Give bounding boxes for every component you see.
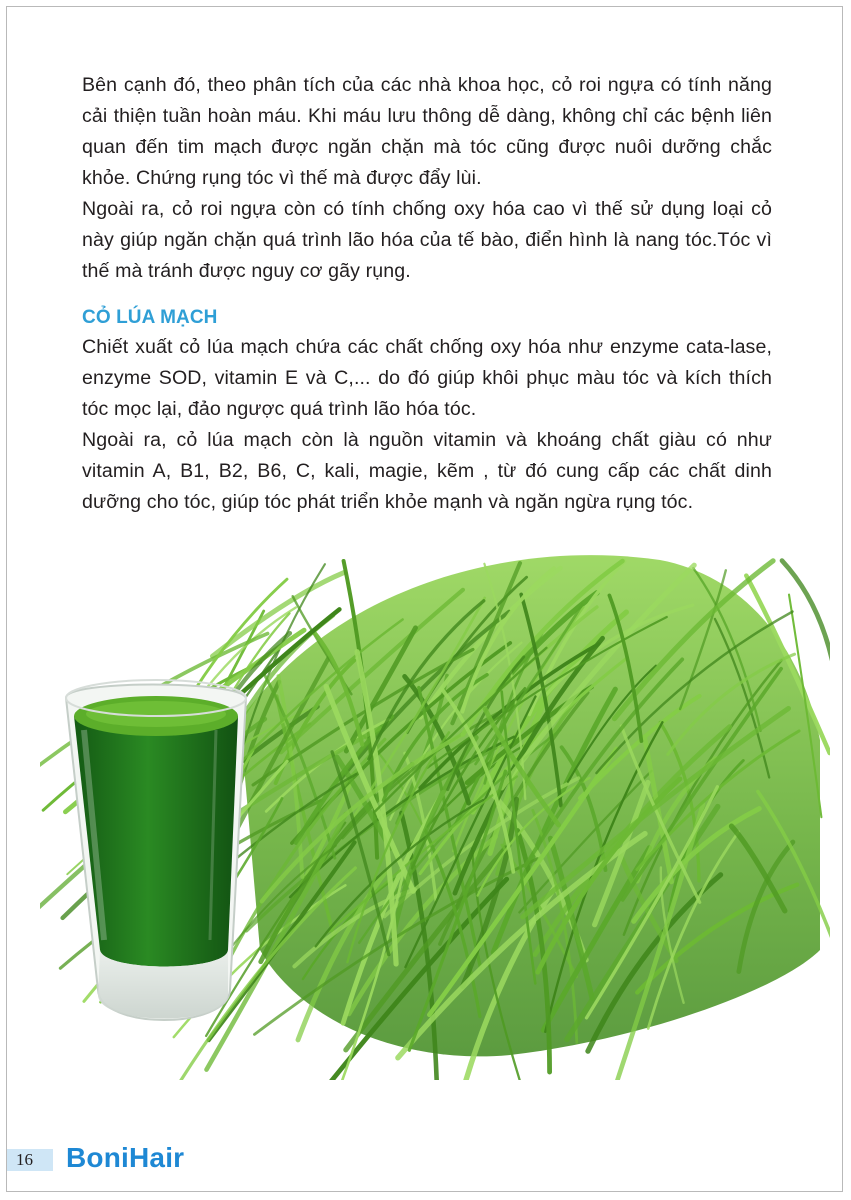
paragraph-antioxidant: Ngoài ra, cỏ roi ngựa còn có tính chống oxy hóa cao vì thế sử dụng loại cỏ này giúp ngăn chặn quá trình lão hóa của tế bào, điển hình là nang tóc.Tóc vì thế mà tránh được nguy cơ gãy rụng. [82,198,772,282]
wheatgrass-juice-glass-photo [40,520,830,1080]
brand-logo: BoniHair [66,1142,185,1173]
article-body [82,70,772,518]
section-heading: CỎ LÚA MẠCH [82,307,218,328]
paragraph-circulation: Bên cạnh đó, theo phân tích của các nhà khoa học, cỏ roi ngựa có tính năng cải thiện tuần hoàn máu. Khi máu lưu thông dễ dàng, không chỉ các bệnh liên quan đến tim mạch được ngăn chặn mà tóc cũng được nuôi dưỡng chắc khỏe. Chứng rụng tóc vì thế mà được đẩy lùi. [82,74,772,189]
page-number: 16 [16,1150,33,1169]
juice-glass [66,680,246,1020]
paragraph-barley-vitamins: Ngoài ra, cỏ lúa mạch còn là nguồn vitamin và khoáng chất giàu có như vitamin A, B1, B2, B6, C, kali, magie, kẽm , từ đó cung cấp các chất dinh dưỡng cho tóc, giúp tóc phát triển khỏe mạnh và ngăn ngừa rụng tóc. [82,429,772,513]
paragraph-barley-extract: Chiết xuất cỏ lúa mạch chứa các chất chống oxy hóa như enzyme cata-lase, enzyme SOD, vitamin E và C,... do đó giúp khôi phục màu tóc và kích thích tóc mọc lại, đảo ngược quá trình lão hóa tóc. [82,336,772,420]
